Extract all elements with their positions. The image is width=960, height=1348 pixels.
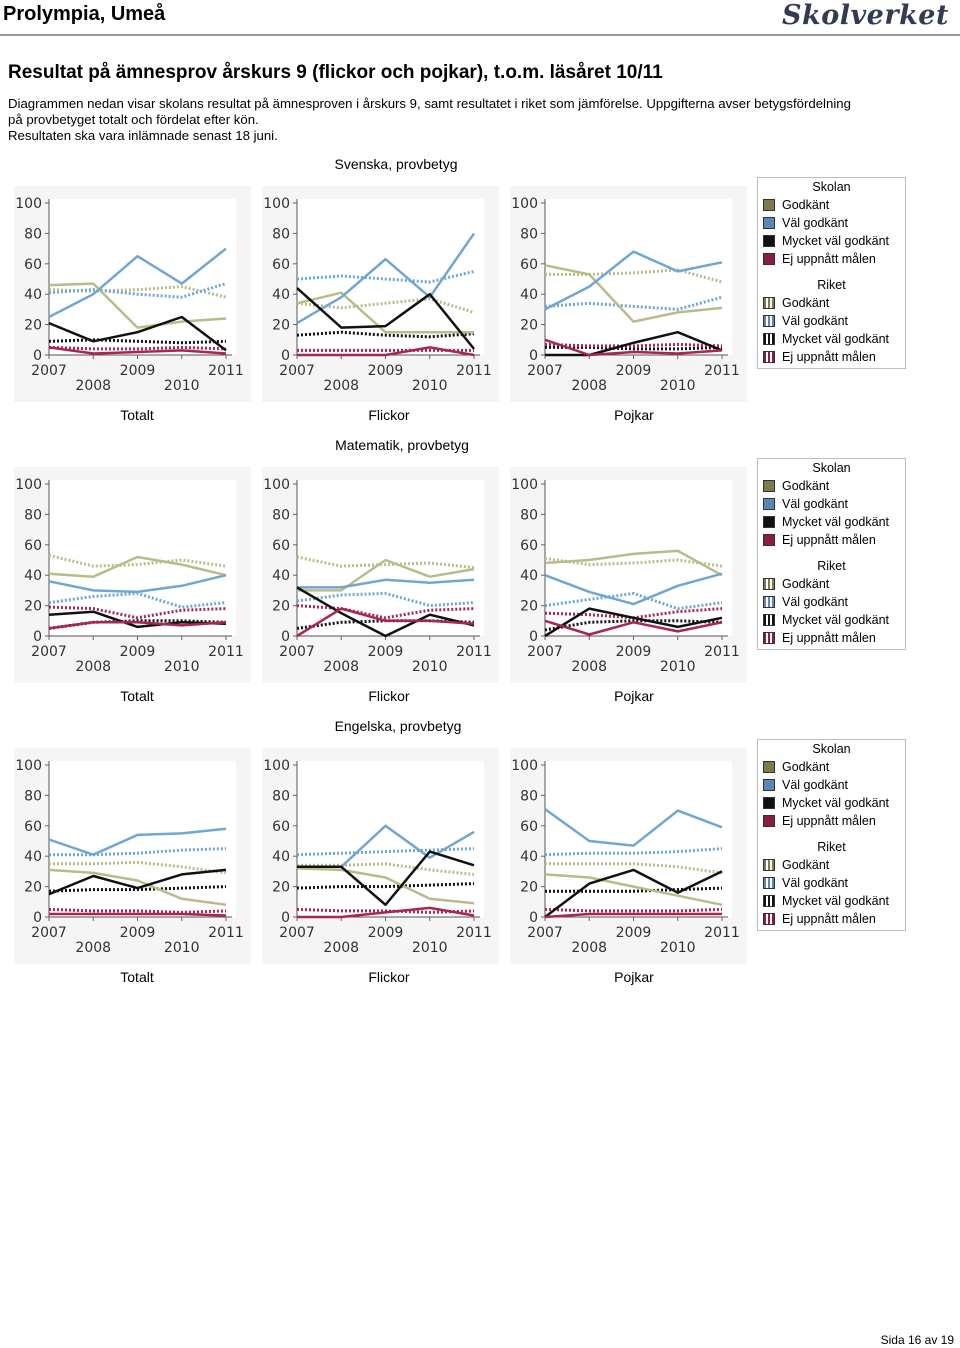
y-tick-label: 80 xyxy=(272,788,290,805)
chart-matematik-totalt xyxy=(14,467,251,683)
legend-label: Godkänt xyxy=(782,858,830,872)
y-tick-label: 40 xyxy=(520,287,538,304)
chart-engelska-totalt xyxy=(14,748,251,964)
legend-swatch xyxy=(763,578,775,590)
y-tick-label: 0 xyxy=(529,910,538,926)
y-tick-label: 0 xyxy=(281,629,290,645)
legend-label: Ej uppnått målen xyxy=(782,350,876,364)
legend-label: Godkänt xyxy=(782,479,830,493)
legend-label: Väl godkänt xyxy=(782,778,849,792)
legend-item xyxy=(758,477,905,495)
legend-swatch xyxy=(763,815,775,827)
plot-area xyxy=(49,761,236,917)
section-title-matematik: Matematik, provbetyg xyxy=(335,437,469,453)
legend-label: Väl godkänt xyxy=(782,876,849,890)
legend-swatch xyxy=(763,333,775,345)
legend-heading-skolan: Skolan xyxy=(812,180,851,194)
y-tick-label: 60 xyxy=(272,818,290,835)
legend-item xyxy=(758,330,905,348)
x-tick-label: 2008 xyxy=(75,378,112,394)
legend-item xyxy=(758,312,905,330)
legend-label: Godkänt xyxy=(782,760,830,774)
y-tick-label: 80 xyxy=(272,507,290,524)
chart-svenska-pojkar xyxy=(510,186,747,402)
y-tick-label: 0 xyxy=(529,348,538,364)
y-tick-label: 60 xyxy=(520,256,538,273)
legend-heading-riket: Riket xyxy=(817,840,846,854)
y-tick-label: 40 xyxy=(272,287,290,304)
y-tick-label: 40 xyxy=(272,849,290,866)
caption-pojkar: Pojkar xyxy=(614,688,654,704)
x-tick-label: 2011 xyxy=(208,363,244,379)
legend-label: Mycket väl godkänt xyxy=(782,234,889,248)
x-tick-label: 2007 xyxy=(527,644,563,660)
line-chart xyxy=(510,467,747,683)
caption-totalt: Totalt xyxy=(120,688,154,704)
legend-swatch xyxy=(763,614,775,626)
legend-swatch xyxy=(763,235,775,247)
header-divider xyxy=(0,34,960,36)
legend-swatch xyxy=(763,351,775,363)
x-tick-label: 2009 xyxy=(119,644,156,660)
y-tick-label: 40 xyxy=(520,568,538,585)
caption-flickor: Flickor xyxy=(368,969,410,985)
legend-swatch xyxy=(763,297,775,309)
legend-item xyxy=(758,794,905,812)
legend-swatch xyxy=(763,199,775,211)
x-tick-label: 2009 xyxy=(367,644,404,660)
x-tick-label: 2007 xyxy=(279,363,315,379)
x-tick-label: 2009 xyxy=(615,925,652,941)
y-tick-label: 0 xyxy=(281,348,290,364)
x-tick-label: 2011 xyxy=(704,644,740,660)
x-tick-label: 2011 xyxy=(456,925,492,941)
x-tick-label: 2010 xyxy=(659,378,696,394)
y-tick-label: 20 xyxy=(24,317,42,334)
legend-label: Godkänt xyxy=(782,198,830,212)
legend-item xyxy=(758,294,905,312)
legend-item xyxy=(758,629,905,647)
legend-item xyxy=(758,611,905,629)
legend-item xyxy=(758,593,905,611)
plot-area xyxy=(297,480,484,636)
legend-swatch xyxy=(763,761,775,773)
page-title: Resultat på ämnesprov årskurs 9 (flickor och pojkar), t.o.m. läsåret 10/11 xyxy=(8,62,663,83)
legend-label: Väl godkänt xyxy=(782,497,849,511)
y-tick-label: 40 xyxy=(272,568,290,585)
legend-heading-skolan: Skolan xyxy=(812,461,851,475)
plot-area xyxy=(297,761,484,917)
caption-pojkar: Pojkar xyxy=(614,969,654,985)
legend-item xyxy=(758,856,905,874)
y-tick-label: 60 xyxy=(272,256,290,273)
y-tick-label: 100 xyxy=(15,758,42,774)
legend-swatch xyxy=(763,315,775,327)
legend-label: Ej uppnått målen xyxy=(782,252,876,266)
chart-engelska-flickor xyxy=(262,748,499,964)
legend-item xyxy=(758,812,905,830)
chart-matematik-pojkar xyxy=(510,467,747,683)
y-tick-label: 0 xyxy=(529,629,538,645)
y-tick-label: 80 xyxy=(24,507,42,524)
line-chart xyxy=(262,186,499,402)
x-tick-label: 2011 xyxy=(208,644,244,660)
x-tick-label: 2008 xyxy=(323,940,360,956)
legend-swatch xyxy=(763,632,775,644)
legend-swatch xyxy=(763,217,775,229)
x-tick-label: 2010 xyxy=(163,940,200,956)
legend-item xyxy=(758,776,905,794)
section-title-engelska: Engelska, provbetyg xyxy=(334,718,462,734)
y-tick-label: 40 xyxy=(24,568,42,585)
y-tick-label: 20 xyxy=(272,317,290,334)
y-tick-label: 60 xyxy=(24,537,42,554)
y-tick-label: 20 xyxy=(520,598,538,615)
x-tick-label: 2007 xyxy=(31,644,67,660)
y-tick-label: 40 xyxy=(520,849,538,866)
x-tick-label: 2008 xyxy=(571,659,608,675)
x-tick-label: 2008 xyxy=(323,659,360,675)
y-tick-label: 100 xyxy=(15,477,42,493)
x-tick-label: 2010 xyxy=(411,659,448,675)
intro-line-2: på provbetyget totalt och fördelat efter kön. xyxy=(8,112,259,127)
x-tick-label: 2009 xyxy=(367,363,404,379)
y-tick-label: 80 xyxy=(24,226,42,243)
chart-matematik-flickor xyxy=(262,467,499,683)
x-tick-label: 2011 xyxy=(704,925,740,941)
x-tick-label: 2011 xyxy=(208,925,244,941)
y-tick-label: 80 xyxy=(520,507,538,524)
line-chart xyxy=(14,467,251,683)
y-tick-label: 100 xyxy=(263,477,290,493)
y-tick-label: 100 xyxy=(511,758,538,774)
legend-item xyxy=(758,874,905,892)
x-tick-label: 2008 xyxy=(571,378,608,394)
chart-svenska-flickor xyxy=(262,186,499,402)
line-chart xyxy=(14,748,251,964)
x-tick-label: 2007 xyxy=(31,925,67,941)
legend-swatch xyxy=(763,877,775,889)
legend-swatch xyxy=(763,253,775,265)
y-tick-label: 0 xyxy=(33,348,42,364)
line-chart xyxy=(262,748,499,964)
legend-swatch xyxy=(763,534,775,546)
y-tick-label: 100 xyxy=(263,196,290,212)
legend-swatch xyxy=(763,913,775,925)
legend-engelska xyxy=(757,739,906,931)
legend-item xyxy=(758,348,905,366)
y-tick-label: 20 xyxy=(24,598,42,615)
legend-label: Godkänt xyxy=(782,577,830,591)
y-tick-label: 80 xyxy=(24,788,42,805)
chart-svenska-totalt xyxy=(14,186,251,402)
legend-item xyxy=(758,531,905,549)
section-title-svenska: Svenska, provbetyg xyxy=(334,156,458,172)
x-tick-label: 2010 xyxy=(659,659,696,675)
legend-item xyxy=(758,214,905,232)
y-tick-label: 20 xyxy=(520,879,538,896)
y-tick-label: 60 xyxy=(24,256,42,273)
legend-label: Mycket väl godkänt xyxy=(782,613,889,627)
legend-swatch xyxy=(763,516,775,528)
x-tick-label: 2008 xyxy=(571,940,608,956)
x-tick-label: 2007 xyxy=(31,363,67,379)
x-tick-label: 2009 xyxy=(119,363,156,379)
legend-label: Ej uppnått målen xyxy=(782,631,876,645)
x-tick-label: 2009 xyxy=(119,925,156,941)
y-tick-label: 60 xyxy=(520,818,538,835)
legend-item xyxy=(758,892,905,910)
legend-label: Väl godkänt xyxy=(782,314,849,328)
y-tick-label: 40 xyxy=(24,287,42,304)
skolverket-logo: Skolverket xyxy=(782,0,949,31)
legend-label: Ej uppnått målen xyxy=(782,912,876,926)
y-tick-label: 40 xyxy=(24,849,42,866)
y-tick-label: 60 xyxy=(520,537,538,554)
y-tick-label: 80 xyxy=(520,788,538,805)
y-tick-label: 100 xyxy=(15,196,42,212)
x-tick-label: 2008 xyxy=(75,659,112,675)
y-tick-label: 20 xyxy=(272,598,290,615)
y-tick-label: 20 xyxy=(24,879,42,896)
y-tick-label: 60 xyxy=(272,537,290,554)
legend-swatch xyxy=(763,797,775,809)
x-tick-label: 2011 xyxy=(456,644,492,660)
y-tick-label: 0 xyxy=(33,629,42,645)
legend-item xyxy=(758,232,905,250)
caption-pojkar: Pojkar xyxy=(614,407,654,423)
x-tick-label: 2009 xyxy=(615,363,652,379)
legend-svenska xyxy=(757,177,906,369)
legend-swatch xyxy=(763,859,775,871)
legend-label: Väl godkänt xyxy=(782,216,849,230)
legend-swatch xyxy=(763,498,775,510)
legend-label: Mycket väl godkänt xyxy=(782,796,889,810)
x-tick-label: 2009 xyxy=(367,925,404,941)
y-tick-label: 20 xyxy=(272,879,290,896)
legend-item xyxy=(758,513,905,531)
line-chart xyxy=(510,186,747,402)
legend-heading-riket: Riket xyxy=(817,559,846,573)
legend-label: Ej uppnått målen xyxy=(782,814,876,828)
x-tick-label: 2011 xyxy=(456,363,492,379)
x-tick-label: 2011 xyxy=(704,363,740,379)
plot-area xyxy=(545,761,732,917)
legend-swatch xyxy=(763,480,775,492)
x-tick-label: 2007 xyxy=(279,644,315,660)
x-tick-label: 2010 xyxy=(411,940,448,956)
y-tick-label: 0 xyxy=(33,910,42,926)
y-tick-label: 100 xyxy=(511,196,538,212)
y-tick-label: 0 xyxy=(281,910,290,926)
caption-totalt: Totalt xyxy=(120,969,154,985)
school-name: Prolympia, Umeå xyxy=(3,3,166,25)
line-chart xyxy=(262,467,499,683)
line-chart xyxy=(14,186,251,402)
x-tick-label: 2007 xyxy=(527,363,563,379)
plot-area xyxy=(545,480,732,636)
legend-label: Väl godkänt xyxy=(782,595,849,609)
intro-line-3: Resultaten ska vara inlämnade senast 18 juni. xyxy=(8,128,278,143)
y-tick-label: 80 xyxy=(272,226,290,243)
x-tick-label: 2010 xyxy=(659,940,696,956)
legend-label: Ej uppnått målen xyxy=(782,533,876,547)
intro-line-1: Diagrammen nedan visar skolans resultat på ämnesproven i årskurs 9, samt resultatet i riket som jämförelse. Uppgifterna avser betygsfördelning xyxy=(8,96,851,111)
legend-item xyxy=(758,910,905,928)
x-tick-label: 2008 xyxy=(75,940,112,956)
y-tick-label: 80 xyxy=(520,226,538,243)
y-tick-label: 20 xyxy=(520,317,538,334)
legend-heading-skolan: Skolan xyxy=(812,742,851,756)
legend-swatch xyxy=(763,779,775,791)
legend-label: Godkänt xyxy=(782,296,830,310)
legend-label: Mycket väl godkänt xyxy=(782,332,889,346)
x-tick-label: 2010 xyxy=(163,378,200,394)
y-tick-label: 100 xyxy=(511,477,538,493)
y-tick-label: 100 xyxy=(263,758,290,774)
y-tick-label: 60 xyxy=(24,818,42,835)
x-tick-label: 2007 xyxy=(279,925,315,941)
caption-flickor: Flickor xyxy=(368,407,410,423)
legend-matematik xyxy=(757,458,906,650)
x-tick-label: 2009 xyxy=(615,644,652,660)
caption-flickor: Flickor xyxy=(368,688,410,704)
page-number: Sida 16 av 19 xyxy=(880,1333,954,1347)
legend-swatch xyxy=(763,895,775,907)
x-tick-label: 2007 xyxy=(527,925,563,941)
legend-item xyxy=(758,250,905,268)
legend-label: Mycket väl godkänt xyxy=(782,515,889,529)
x-tick-label: 2008 xyxy=(323,378,360,394)
legend-item xyxy=(758,196,905,214)
legend-item xyxy=(758,758,905,776)
line-chart xyxy=(510,748,747,964)
x-tick-label: 2010 xyxy=(163,659,200,675)
legend-swatch xyxy=(763,596,775,608)
x-tick-label: 2010 xyxy=(411,378,448,394)
legend-label: Mycket väl godkänt xyxy=(782,894,889,908)
chart-engelska-pojkar xyxy=(510,748,747,964)
legend-item xyxy=(758,495,905,513)
legend-heading-riket: Riket xyxy=(817,278,846,292)
legend-item xyxy=(758,575,905,593)
caption-totalt: Totalt xyxy=(120,407,154,423)
